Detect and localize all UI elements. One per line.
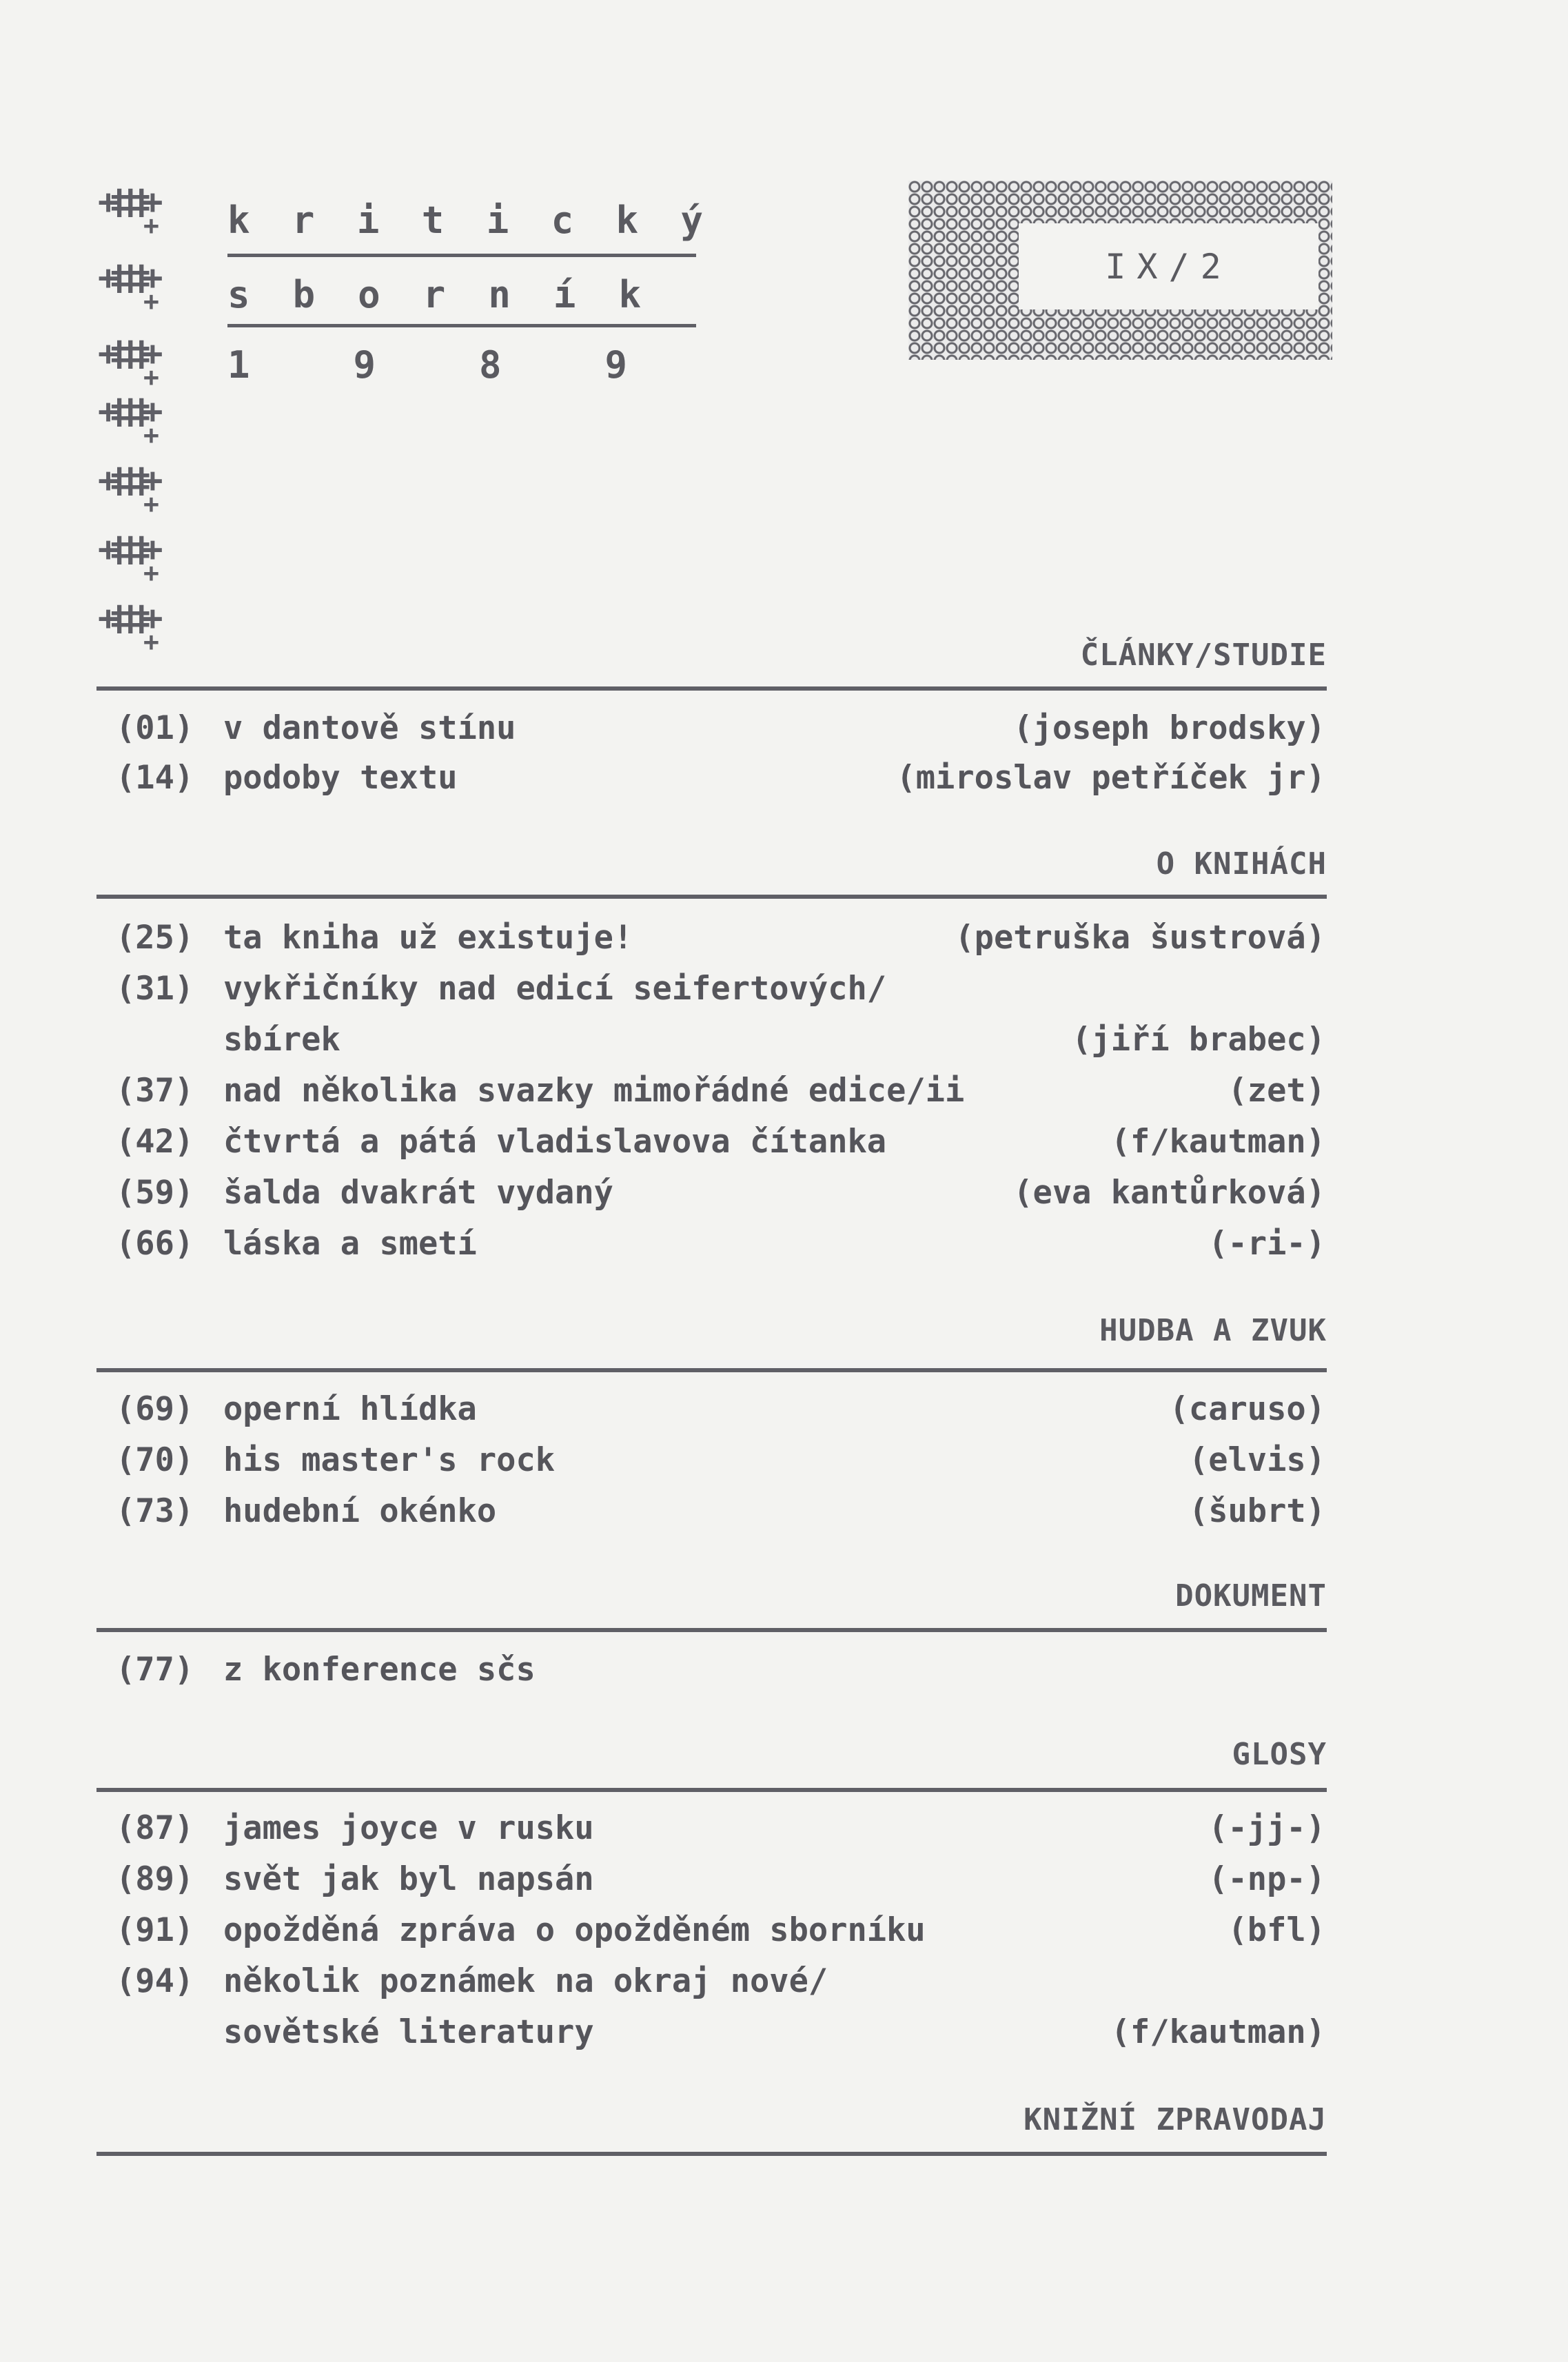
page-number: (77) <box>116 1651 194 1689</box>
toc-entry <box>116 1906 1325 1955</box>
entry-author: (-np-) <box>1208 1860 1325 1898</box>
toc-entry <box>116 1169 1325 1217</box>
section-heading-clanky-studie: ČLÁNKY/STUDIE <box>1080 638 1327 673</box>
page-number: (25) <box>116 919 194 957</box>
ornament-2: +‡‡‡+ + <box>98 261 215 295</box>
entry-author: (zet) <box>1228 1072 1325 1110</box>
section-rule <box>96 895 1327 899</box>
toc-entry-continuation <box>116 2008 1325 2057</box>
entry-title: podoby textu <box>223 759 458 797</box>
entry-title: his master's rock <box>223 1441 556 1479</box>
page-number: (59) <box>116 1174 194 1212</box>
section-heading-dokument: DOKUMENT <box>1175 1578 1327 1613</box>
section-rule <box>96 1628 1327 1632</box>
entry-author: (f/kautman) <box>1110 1123 1325 1161</box>
section-rule <box>96 1368 1327 1372</box>
masthead-letter: r <box>422 273 446 316</box>
section-rule <box>96 686 1327 691</box>
entry-title: opožděná zpráva o opožděném sborníku <box>223 1911 926 1949</box>
entry-author: (miroslav petříček jr) <box>896 759 1325 797</box>
toc-entry <box>116 965 1325 1013</box>
entry-author: (petruška šustrová) <box>955 919 1325 957</box>
toc-entry <box>116 914 1325 962</box>
entry-author: (eva kantůrková) <box>1013 1174 1325 1212</box>
entry-author: (-jj-) <box>1208 1809 1325 1847</box>
masthead-rule-2 <box>227 324 696 327</box>
masthead-line-1 <box>227 200 703 241</box>
ornament-3: +‡‡‡+ + <box>98 336 215 371</box>
entry-title: operní hlídka <box>223 1390 477 1428</box>
entry-title: vykřičníky nad edicí seifertových/ <box>223 970 887 1008</box>
masthead-letter: b <box>292 273 316 316</box>
toc-entry <box>116 1436 1325 1485</box>
entry-author: (jiří brabec) <box>1072 1021 1325 1059</box>
entry-author: (bfl) <box>1228 1911 1325 1949</box>
entry-title: z konference sčs <box>223 1651 536 1689</box>
toc-entry <box>116 704 1325 753</box>
section-heading-glosy: GLOSY <box>1232 1737 1327 1772</box>
entry-author: (caruso) <box>1169 1390 1325 1428</box>
entry-author: (joseph brodsky) <box>1013 709 1325 747</box>
toc-entry <box>116 1957 1325 2006</box>
section-heading-hudba-a-zvuk: HUDBA A ZVUK <box>1099 1313 1327 1348</box>
entry-title-continuation: sbírek <box>223 1021 340 1059</box>
entry-title: nad několika svazky mimořádné edice/ii <box>223 1072 965 1110</box>
page-number: (01) <box>116 709 194 747</box>
page-number: (70) <box>116 1441 194 1479</box>
toc-entry <box>116 1067 1325 1115</box>
entry-title: v dantově stínu <box>223 709 516 747</box>
toc-entry <box>116 1804 1325 1853</box>
masthead-letter: k <box>227 198 250 242</box>
toc-entry <box>116 1646 1325 1694</box>
section-heading-o-knihach: O KNIHÁCH <box>1156 846 1327 882</box>
page-number: (14) <box>116 759 194 797</box>
masthead-letter: i <box>486 198 509 242</box>
section-heading-knizni-zpravodaj: KNIŽNÍ ZPRAVODAJ <box>1024 2102 1327 2137</box>
masthead-letter: í <box>553 273 576 316</box>
toc-entry-continuation <box>116 1016 1325 1064</box>
entry-title: šalda dvakrát vydaný <box>223 1174 613 1212</box>
entry-author: (šubrt) <box>1188 1492 1325 1530</box>
entry-title: láska a smetí <box>223 1225 477 1263</box>
masthead-digit: 1 <box>227 343 250 387</box>
masthead-digit: 8 <box>478 343 502 387</box>
masthead-rule-1 <box>227 254 696 257</box>
ornament-7: +‡‡‡+ + <box>98 601 215 635</box>
entry-title: čtvrtá a pátá vladislavova čítanka <box>223 1123 887 1161</box>
masthead-letter: ý <box>680 198 703 242</box>
page-number: (91) <box>116 1911 194 1949</box>
toc-entry <box>116 1118 1325 1166</box>
entry-title: svět jak byl napsán <box>223 1860 594 1898</box>
page-number: (87) <box>116 1809 194 1847</box>
ornament-6: +‡‡‡+ + <box>98 532 215 567</box>
masthead-digit: 9 <box>604 343 627 387</box>
entry-title: několik poznámek na okraj nové/ <box>223 1962 828 2000</box>
toc-entry <box>116 1855 1325 1904</box>
ornament-4: +‡‡‡+ + <box>98 394 215 429</box>
masthead-letter: s <box>227 273 250 316</box>
toc-entry <box>116 754 1325 802</box>
masthead-letter: n <box>488 273 511 316</box>
masthead-digit: 9 <box>353 343 376 387</box>
entry-title-continuation: sovětské literatury <box>223 2013 594 2051</box>
masthead-letter: k <box>615 198 639 242</box>
section-rule <box>96 1788 1327 1792</box>
masthead-letter: o <box>358 273 380 316</box>
entry-title: james joyce v rusku <box>223 1809 594 1847</box>
masthead-letter: r <box>292 198 315 242</box>
ornament-5: +‡‡‡+ + <box>98 463 215 498</box>
masthead-letter: t <box>421 198 445 242</box>
page-number: (94) <box>116 1962 194 2000</box>
page-number: (42) <box>116 1123 194 1161</box>
entry-author: (f/kautman) <box>1110 2013 1325 2051</box>
entry-author: (elvis) <box>1188 1441 1325 1479</box>
masthead-line-2 <box>227 274 641 316</box>
page-number: (73) <box>116 1492 194 1530</box>
issue-number: IX/2 <box>1019 223 1318 309</box>
toc-entry <box>116 1487 1325 1536</box>
page-number: (31) <box>116 970 194 1008</box>
masthead-letter: i <box>356 198 380 242</box>
masthead-letter: c <box>551 198 574 242</box>
page-number: (69) <box>116 1390 194 1428</box>
toc-entry <box>116 1220 1325 1268</box>
section-rule <box>96 2152 1327 2156</box>
masthead-letter: k <box>618 273 641 316</box>
issue-box <box>908 181 1332 360</box>
entry-author: (-ri-) <box>1208 1225 1325 1263</box>
page-number: (37) <box>116 1072 194 1110</box>
page-number: (66) <box>116 1225 194 1263</box>
entry-title: hudební okénko <box>223 1492 497 1530</box>
page-number: (89) <box>116 1860 194 1898</box>
entry-title: ta kniha už existuje! <box>223 919 633 957</box>
masthead-line-3 <box>227 345 627 386</box>
toc-entry <box>116 1385 1325 1434</box>
ornament-1: +‡‡‡+ + <box>98 185 215 219</box>
